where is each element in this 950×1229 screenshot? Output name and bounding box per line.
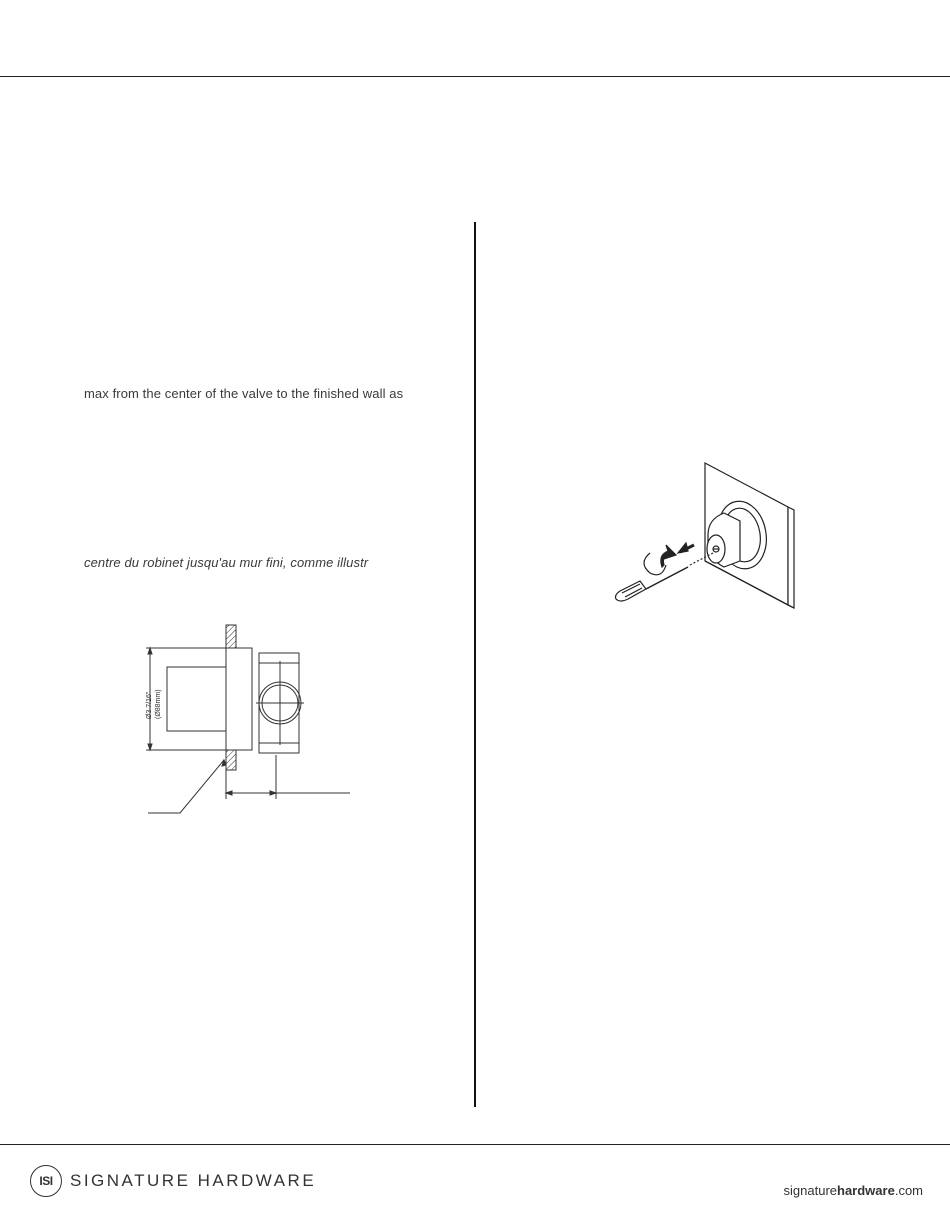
handle-removal-diagram <box>600 455 810 625</box>
instruction-text-english: max from the center of the valve to the finished wall as <box>84 386 404 401</box>
brand-name: SIGNATURE HARDWARE <box>70 1171 317 1190</box>
leader-line <box>148 760 224 813</box>
handle-body <box>167 667 226 731</box>
dimension-label-inch: Ø3 7/16" <box>146 691 153 719</box>
logo-mark-icon: ISI <box>30 1165 62 1197</box>
brand-logo <box>30 1165 316 1197</box>
website-prefix: signature <box>783 1183 838 1198</box>
website-url <box>784 1183 923 1198</box>
website-suffix: .com <box>894 1183 923 1198</box>
bottom-rule <box>0 1144 950 1145</box>
top-rule <box>0 76 950 77</box>
column-divider <box>474 222 476 1107</box>
screwdriver <box>616 567 689 601</box>
escutcheon-plate <box>226 648 252 750</box>
instruction-text-french: centre du robinet jusqu'au mur fini, comme illustr <box>84 555 369 570</box>
website-bold: hardware <box>837 1183 895 1198</box>
dimension-label-mm: (Ø88mm) <box>155 689 162 719</box>
valve-cross-section-diagram <box>120 615 370 825</box>
